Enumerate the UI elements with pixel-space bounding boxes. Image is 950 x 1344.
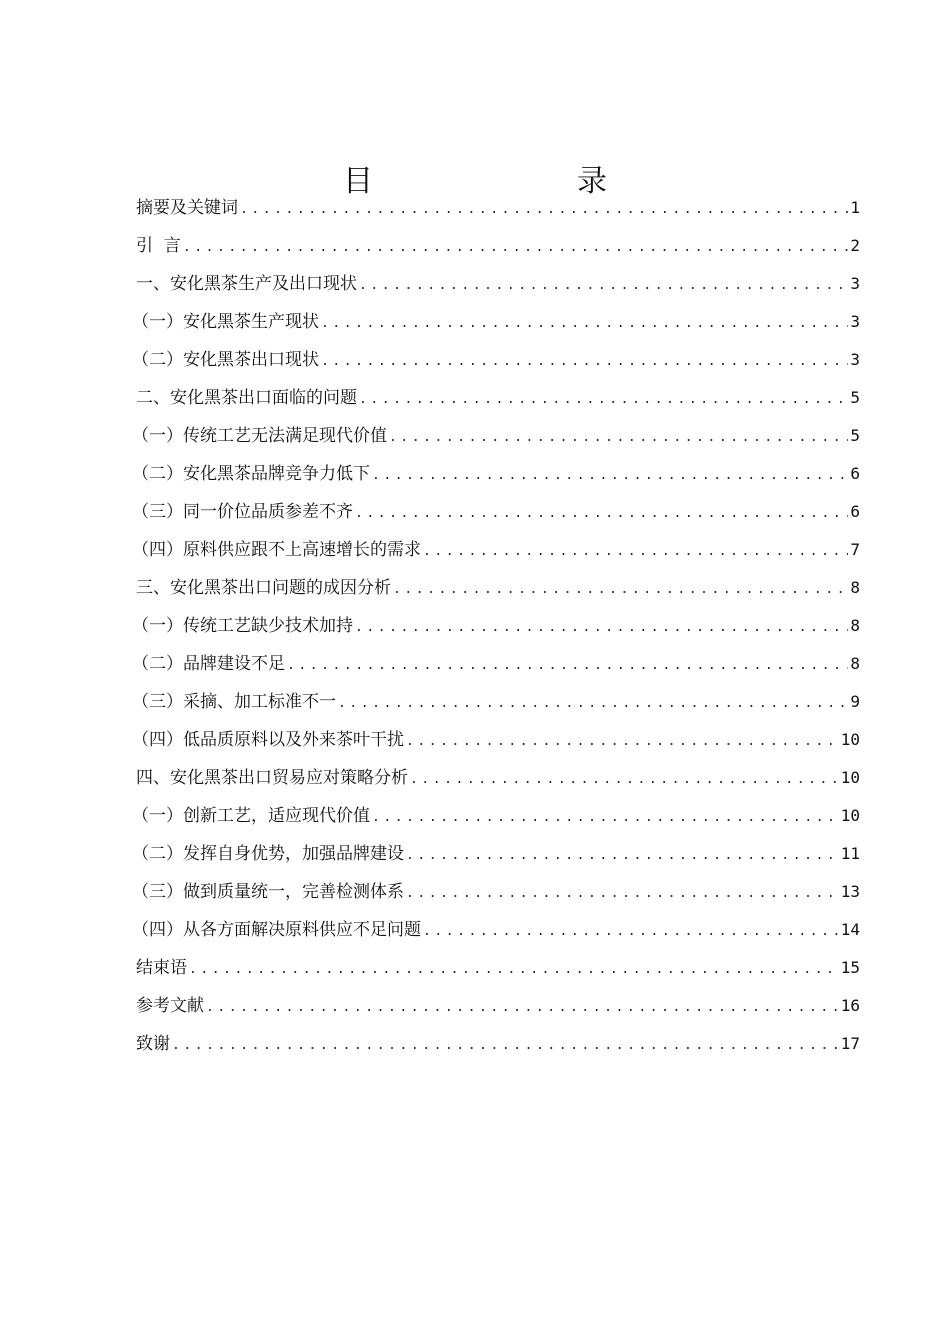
toc-page-number: 8 — [850, 616, 860, 635]
toc-entry[interactable] — [136, 265, 860, 303]
toc-entry-text: 三、安化黑茶出口问题的成因分析 — [136, 578, 391, 598]
toc-entry[interactable] — [132, 455, 860, 493]
toc-entry-text: 摘要及关键词 — [136, 198, 238, 218]
toc-entry-text: （一）安化黑茶生产现状 — [132, 312, 319, 332]
toc-page-number: 10 — [840, 806, 860, 825]
toc-page-number: 11 — [840, 844, 860, 863]
toc-entry-text: （四）低品质原料以及外来茶叶干扰 — [132, 730, 404, 750]
toc-entry-text: 引 言 — [136, 236, 181, 256]
toc-page-number: 8 — [850, 578, 860, 597]
toc-entry-text: （二）安化黑茶品牌竞争力低下 — [132, 464, 370, 484]
toc-entry[interactable] — [132, 873, 860, 911]
toc-page-number: 10 — [840, 768, 860, 787]
toc-entry[interactable] — [136, 759, 860, 797]
toc-entry[interactable] — [132, 835, 860, 873]
toc-page-number: 10 — [840, 730, 860, 749]
toc-entry-text: 参考文献 — [136, 996, 204, 1016]
toc-entry-text: 二、安化黑茶出口面临的问题 — [136, 388, 357, 408]
toc-entry[interactable] — [132, 645, 860, 683]
toc-entry-text: （一）传统工艺缺少技术加持 — [132, 616, 353, 636]
toc-entry[interactable] — [132, 683, 860, 721]
dot-leader — [406, 875, 839, 913]
toc-entry[interactable] — [132, 607, 860, 645]
dot-leader — [321, 343, 848, 381]
toc-entry[interactable] — [132, 531, 860, 569]
toc-page-number: 17 — [840, 1034, 860, 1053]
toc-entry[interactable] — [136, 189, 860, 227]
toc-page-number: 3 — [850, 312, 860, 331]
toc-page-number: 16 — [840, 996, 860, 1015]
dot-leader — [359, 381, 848, 419]
toc-entry[interactable] — [136, 949, 860, 987]
dot-leader — [410, 761, 839, 799]
toc-page-number: 1 — [850, 198, 860, 217]
dot-leader — [206, 989, 839, 1027]
dot-leader — [393, 571, 848, 609]
toc-entry[interactable] — [136, 1025, 860, 1063]
toc-page-number: 5 — [850, 388, 860, 407]
toc-entry-text: （二）品牌建设不足 — [132, 654, 285, 674]
toc-page-number: 6 — [850, 464, 860, 483]
toc-entry-text: （二）安化黑茶出口现状 — [132, 350, 319, 370]
toc-entry[interactable] — [132, 303, 860, 341]
toc-entry[interactable] — [136, 569, 860, 607]
dot-leader — [240, 191, 848, 229]
toc-page-number: 5 — [850, 426, 860, 445]
dot-leader — [423, 533, 848, 571]
toc-page-number: 15 — [840, 958, 860, 977]
toc-page-number: 2 — [850, 236, 860, 255]
dot-leader — [355, 495, 848, 533]
toc-page-number: 14 — [840, 920, 860, 939]
toc-entry-text: （一）传统工艺无法满足现代价值 — [132, 426, 387, 446]
toc-entry-text: （一）创新工艺，适应现代价值 — [132, 806, 370, 826]
toc-page-number: 3 — [850, 274, 860, 293]
table-of-contents — [132, 189, 860, 1063]
dot-leader — [355, 609, 848, 647]
dot-leader — [183, 229, 849, 267]
toc-entry-text: 一、安化黑茶生产及出口现状 — [136, 274, 357, 294]
toc-page-number: 8 — [850, 654, 860, 673]
toc-entry[interactable] — [132, 721, 860, 759]
toc-entry-text: 致谢 — [136, 1034, 170, 1054]
toc-entry-text: （三）同一价位品质参差不齐 — [132, 502, 353, 522]
toc-entry-text: （二）发挥自身优势，加强品牌建设 — [132, 844, 404, 864]
toc-page-number: 9 — [850, 692, 860, 711]
dot-leader — [406, 723, 839, 761]
toc-page-number: 7 — [850, 540, 860, 559]
toc-page-number: 13 — [840, 882, 860, 901]
toc-page-number: 3 — [850, 350, 860, 369]
dot-leader — [189, 951, 839, 989]
toc-entry[interactable] — [132, 417, 860, 455]
toc-entry[interactable] — [132, 797, 860, 835]
toc-entry-text: 四、安化黑茶出口贸易应对策略分析 — [136, 768, 408, 788]
dot-leader — [359, 267, 848, 305]
toc-entry[interactable] — [136, 227, 860, 265]
toc-entry-text: （四）从各方面解决原料供应不足问题 — [132, 920, 421, 940]
dot-leader — [423, 913, 839, 951]
toc-page-number: 6 — [850, 502, 860, 521]
dot-leader — [372, 457, 848, 495]
toc-entry-text: （三）做到质量统一，完善检测体系 — [132, 882, 404, 902]
dot-leader — [406, 837, 839, 875]
toc-entry[interactable] — [132, 493, 860, 531]
toc-entry[interactable] — [132, 341, 860, 379]
toc-entry-text: （四）原料供应跟不上高速增长的需求 — [132, 540, 421, 560]
toc-entry[interactable] — [136, 987, 860, 1025]
dot-leader — [389, 419, 848, 457]
page-title: 目 录 — [343, 164, 655, 200]
toc-entry[interactable] — [136, 379, 860, 417]
dot-leader — [372, 799, 839, 837]
dot-leader — [321, 305, 848, 343]
toc-entry[interactable] — [132, 911, 860, 949]
toc-entry-text: （三）采摘、加工标准不一 — [132, 692, 336, 712]
toc-entry-text: 结束语 — [136, 958, 187, 978]
dot-leader — [172, 1027, 839, 1065]
dot-leader — [338, 685, 848, 723]
dot-leader — [287, 647, 848, 685]
